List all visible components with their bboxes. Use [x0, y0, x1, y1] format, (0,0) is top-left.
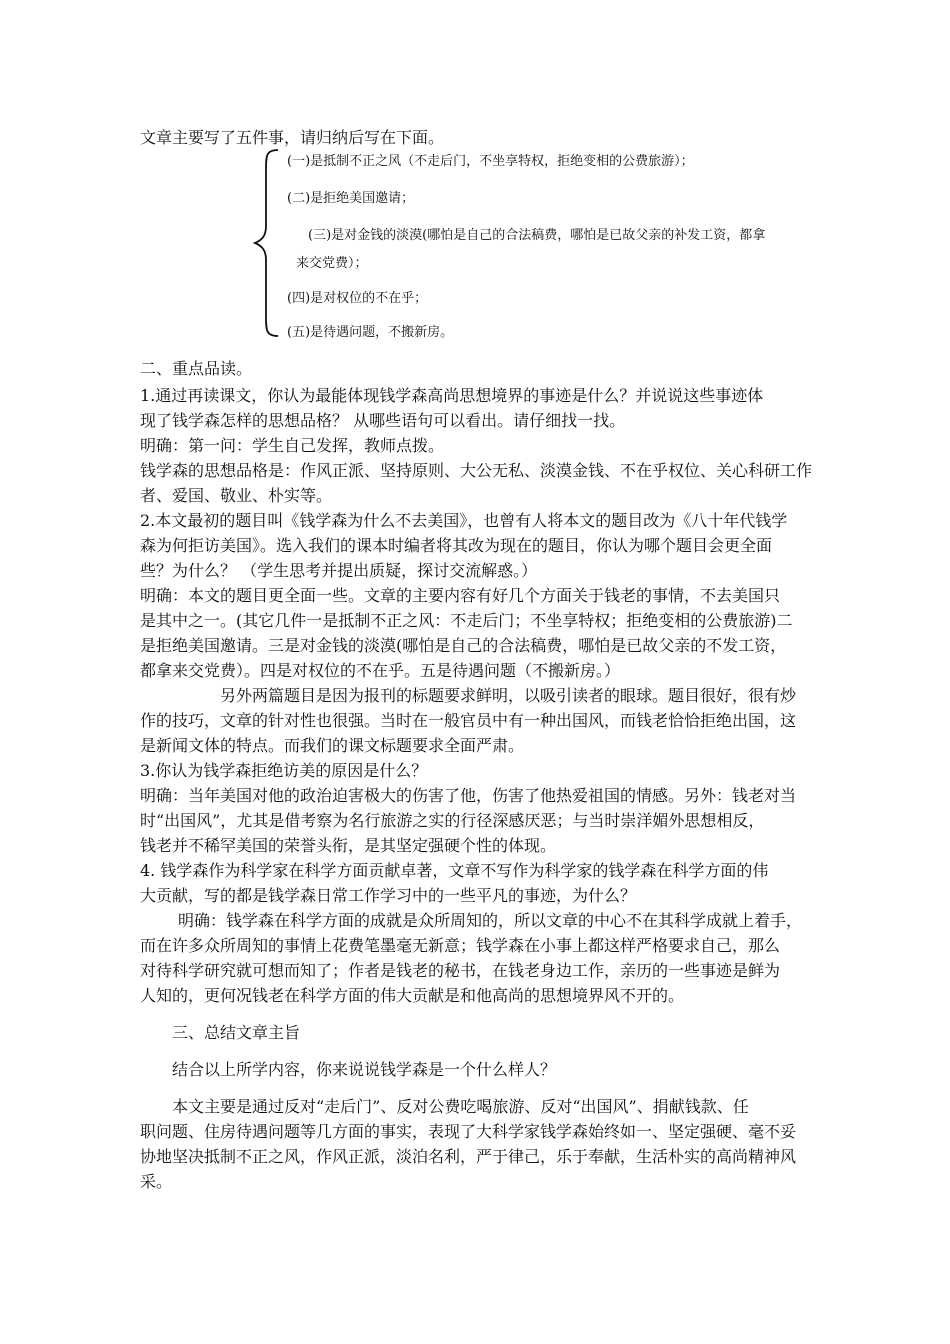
answer-line: 钱学森的思想品格是：作风正派、坚持原则、大公无私、淡漠金钱、不在乎权位、关心科研工作 — [140, 461, 813, 480]
answer-line: 另外两篇题目是因为报刊的标题要求鲜明，以吸引读者的眼球。题目很好，很有炒 — [220, 686, 797, 705]
event-item: (三)是对金钱的淡漠(哪怕是自己的合法稿费，哪怕是已故父亲的补发工资，都拿 — [308, 228, 766, 243]
event-item: (五)是待遇问题，不搬新房。 — [287, 325, 454, 340]
question-line: 2.本文最初的题目叫《钱学森为什么不去美国》，也曾有人将本文的题目改为《八十年代钱学 — [140, 511, 788, 530]
answer-line: 而在许多众所周知的事情上花费笔墨毫无新意；钱学森在小事上都这样严格要求自己，那么 — [140, 936, 781, 955]
answer-line: 对待科学研究就可想而知了；作者是钱老的秘书，在钱老身边工作，亲历的一些事迹是鲜为 — [140, 961, 781, 980]
answer-line: 钱老并不稀罕美国的荣誉头衔，是其坚定强硬个性的体现。 — [140, 836, 557, 855]
event-item: (四)是对权位的不在乎； — [287, 291, 428, 306]
event-item-continued: 来交党费）； — [296, 256, 368, 271]
question-line: 些？为什么？ （学生思考并提出质疑，探讨交流解惑。） — [140, 561, 538, 580]
answer-line: 明确：当年美国对他的政治迫害极大的伤害了他，伤害了他热爱祖国的情感。另外：钱老对当 — [140, 786, 797, 805]
question-line: 现了钱学森怎样的思想品格？ 从哪些语句可以看出。请仔细找一找。 — [140, 411, 626, 430]
curly-brace-icon — [252, 148, 284, 338]
section-heading: 二、重点品读。 — [140, 359, 253, 378]
answer-line: 是拒绝美国邀请。三是对金钱的淡漠(哪怕是自己的合法稿费，哪怕是已故父亲的不发工资， — [140, 636, 787, 655]
answer-line: 是新闻文体的特点。而我们的课文标题要求全面严肃。 — [140, 736, 525, 755]
answer-line: 是其中之一。(其它几件一是抵制不正之风：不走后门；不坐享特权；拒绝变相的公费旅游)二 — [140, 611, 793, 630]
question-line: 森为何拒访美国》。选入我们的课本时编者将其改为现在的题目，你认为哪个题目会更全面 — [140, 536, 773, 555]
summary-line: 职问题、住房待遇问题等几方面的事实，表现了大科学家钱学森始终如一、坚定强硬、毫不妥 — [140, 1122, 797, 1141]
answer-line: 明确：第一问：学生自己发挥，教师点拨。 — [140, 436, 445, 455]
answer-line: 时“出国风”，尤其是借考察为名行旅游之实的行径深感厌恶；与当时崇洋媚外思想相反， — [140, 811, 765, 830]
summary-line: 协地坚决抵制不正之风，作风正派，淡泊名利，严于律己，乐于奉献，生活朴实的高尚精神风 — [140, 1147, 797, 1166]
section-heading: 三、总结文章主旨 — [172, 1023, 301, 1042]
answer-line: 者、爱国、敬业、朴实等。 — [140, 486, 333, 505]
answer-line: 明确：本文的题目更全面一些。文章的主要内容有好几个方面关于钱老的事情，不去美国只 — [140, 586, 781, 605]
answer-line: 人知的，更何况钱老在科学方面的伟大贡献是和他高尚的思想境界风不开的。 — [140, 986, 685, 1005]
question-line: 3.你认为钱学森拒绝访美的原因是什么？ — [140, 761, 428, 780]
event-item: (一)是抵制不正之风（不走后门，不坐享特权，拒绝变相的公费旅游）； — [287, 154, 694, 169]
answer-line: 明确：钱学森在科学方面的成就是众所周知的，所以文章的中心不在其科学成就上着手， — [178, 911, 803, 930]
intro-line: 文章主要写了五件事，请归纳后写在下面。 — [140, 128, 445, 147]
question-line: 1.通过再读课文，你认为最能体现钱学森高尚思想境界的事迹是什么？并说说这些事迹体 — [140, 386, 764, 405]
answer-line: 作的技巧，文章的针对性也很强。当时在一般官员中有一种出国风，而钱老恰恰拒绝出国，这 — [140, 711, 797, 730]
event-item: (二)是拒绝美国邀请； — [287, 191, 415, 206]
summary-line: 采。 — [140, 1172, 173, 1191]
question-line: 大贡献，写的都是钱学森日常工作学习中的一些平凡的事迹，为什么？ — [140, 886, 637, 905]
answer-line: 都拿来交党费）。四是对权位的不在乎。五是待遇问题（不搬新房。） — [140, 661, 621, 680]
question-line: 4. 钱学森作为科学家在科学方面贡献卓著，文章不写作为科学家的钱学森在科学方面的伟 — [140, 861, 769, 880]
question-line: 结合以上所学内容，你来说说钱学森是一个什么样人？ — [172, 1060, 557, 1079]
summary-line: 本文主要是通过反对“走后门”、反对公费吃喝旅游、反对“出国风”、捐献钱款、任 — [172, 1097, 749, 1116]
